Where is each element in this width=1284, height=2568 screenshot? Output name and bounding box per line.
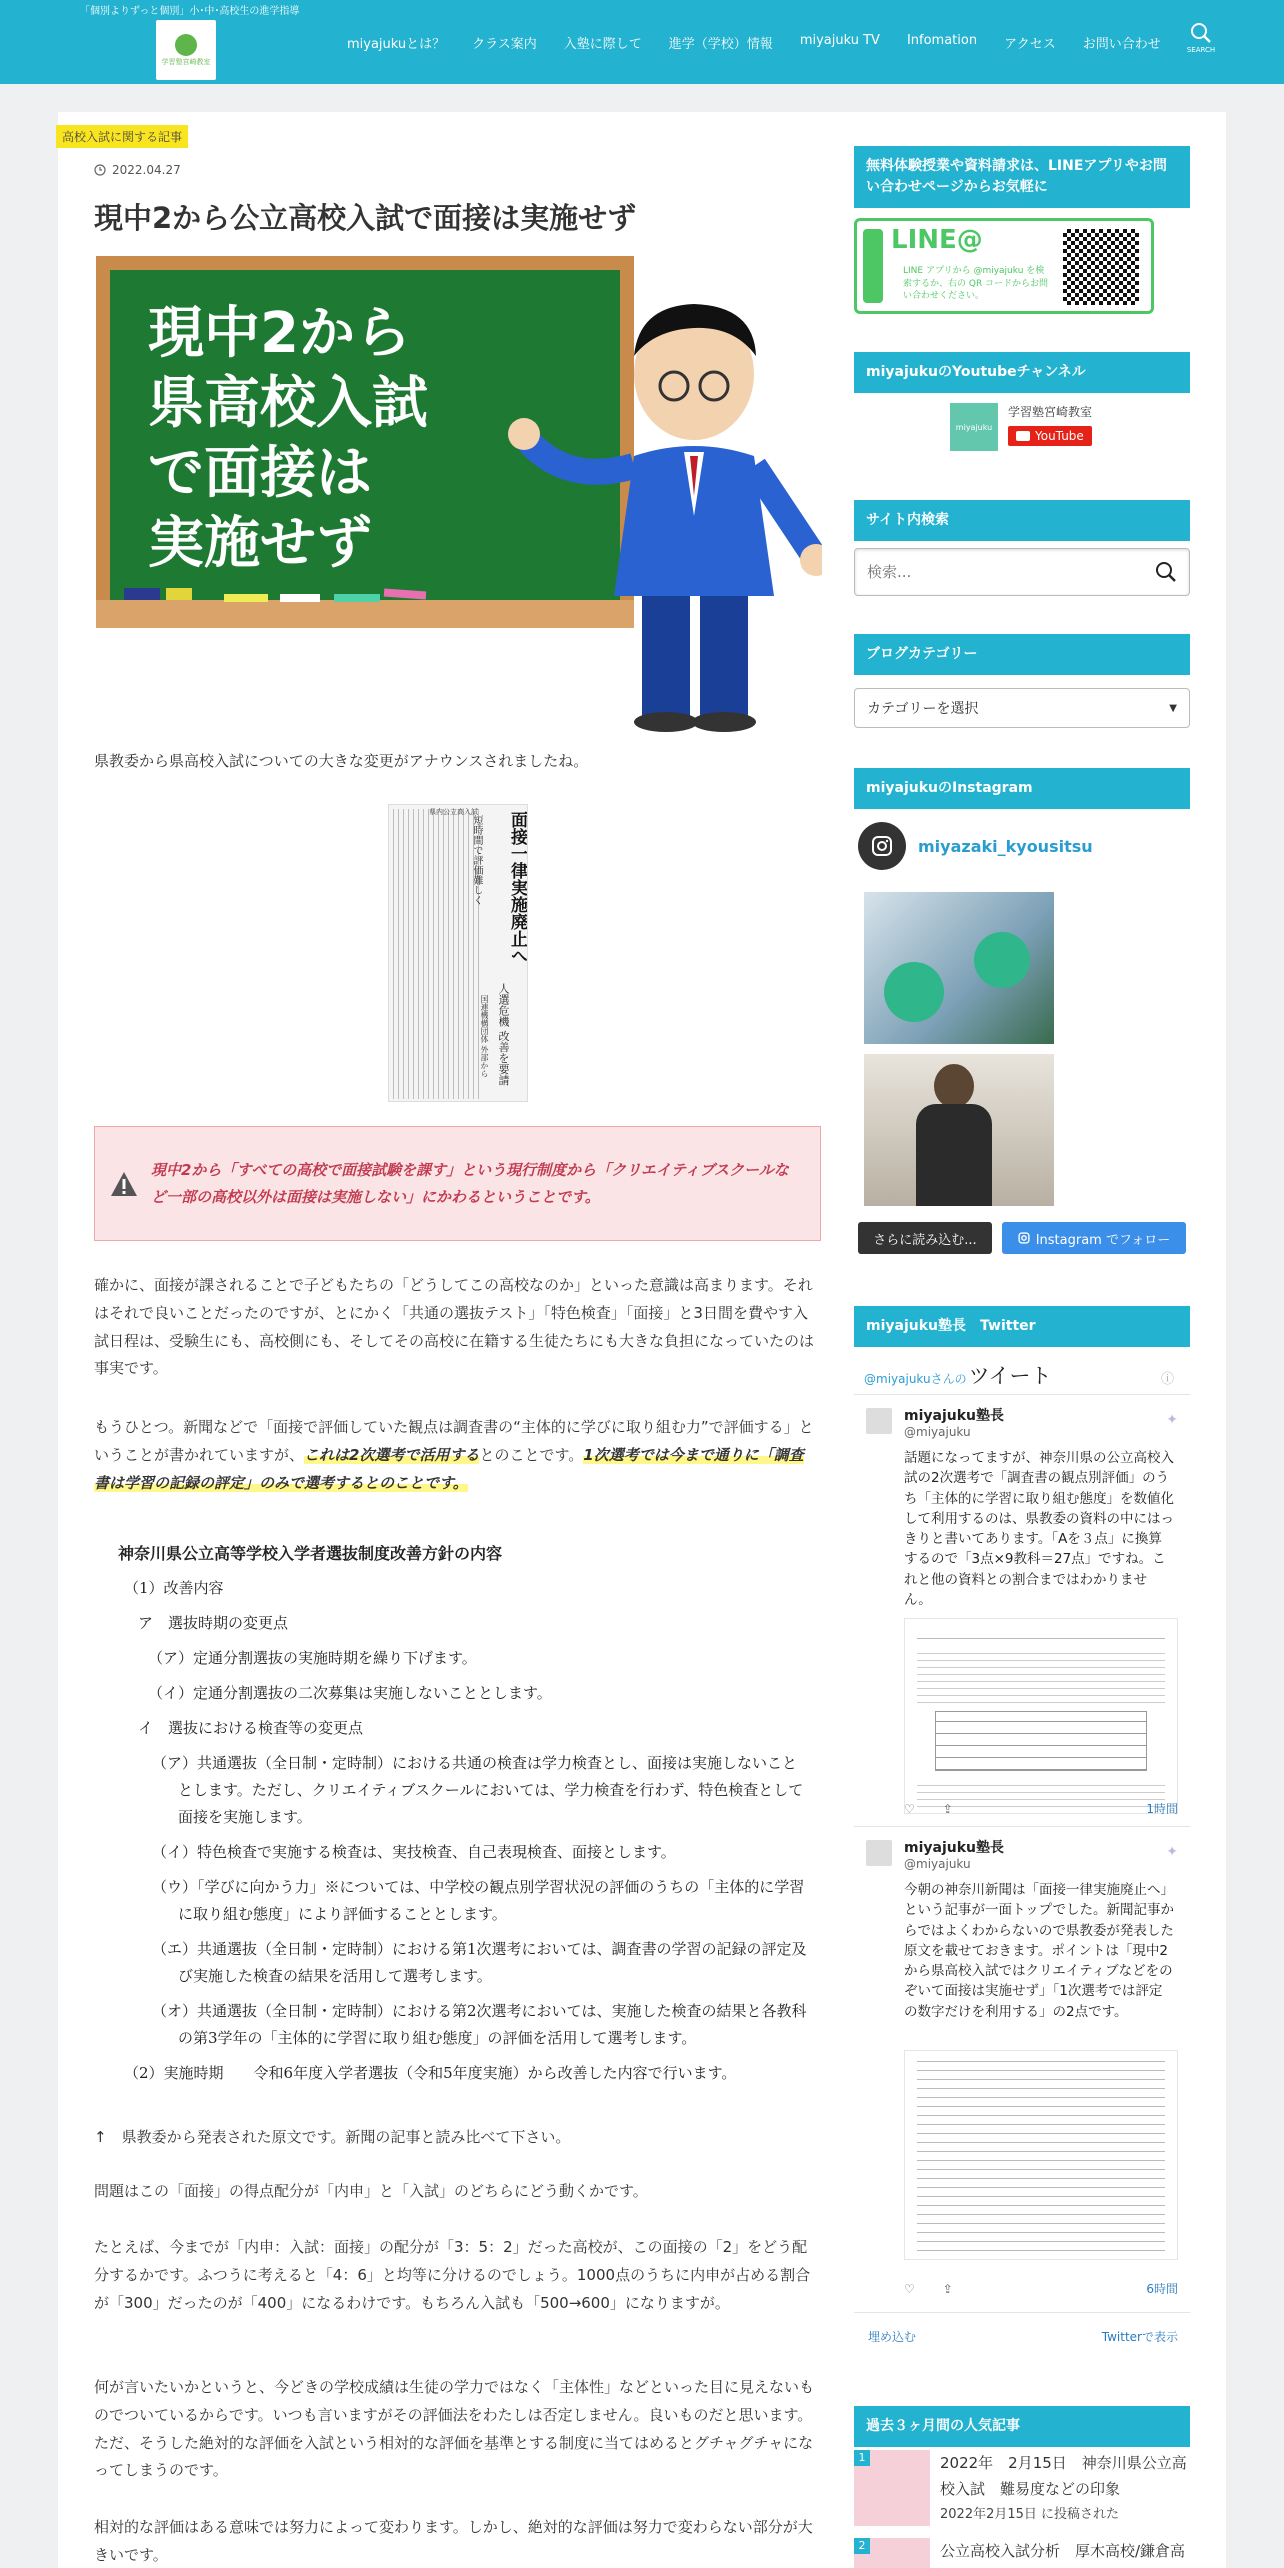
sidebar-youtube-title: miyajukuのYoutubeチャンネル [854,352,1190,393]
p2-text-b: とのことです。 [479,1445,584,1464]
newspaper-clip-image [388,804,528,1102]
eyecatch-line-3: で面接は [148,441,372,506]
doc-item-b: イ 選抜における検査等の変更点 [138,1718,364,1737]
category-select-value: カテゴリーを選択 [867,701,979,717]
instagram-follow-label: Instagram でフォロー [1035,1232,1171,1248]
tweet-time[interactable]: 6時間 [1146,2282,1178,2296]
doc-section-2: （2）実施時期 令和6年度入学者選抜（令和5年度実施）から改善した内容で行います。 [124,2063,737,2082]
like-icon[interactable]: ♡ [904,1801,915,1816]
youtube-subscribe-button[interactable] [1008,426,1092,446]
doc-item-b1: （ア）共通選抜（全日制・定時制）における共通の検査は学力検査とし、面接は実施しないこととします。ただし、クリエイティブスクールにおいては、学力検査を行わず、特色検査として面接を実施します。 [152,1753,804,1826]
doc-section-1: （1）改善内容 [124,1578,224,1597]
post-date [94,163,181,177]
clip-sub2: 人選危機 改善を要請 [497,983,510,1086]
doc-item-b2: （イ）特色検査で実施する検査は、実技検査、自己表現検査、面接とします。 [152,1842,676,1861]
tweet-author-name: miyajuku塾長 [904,1840,1005,1856]
tweet-author-handle: @miyajuku [904,1424,971,1439]
warning-text: 現中2から「すべての高校で面接試験を課す」という現行制度から「クリエイティブスクールなど一部の高校以外は面接は実施しない」にかわるということです。 [151,1160,789,1206]
instagram-load-more-button[interactable]: さらに読み込む... [858,1222,992,1254]
tweet-author[interactable] [866,1840,1004,1871]
post-title: 現中2から公立高校入試で面接は実施せず [94,201,637,235]
twitter-bird-icon[interactable]: ✦ [1166,1844,1178,1860]
tweet-author-name: miyajuku塾長 [904,1408,1005,1424]
twitter-embed-link[interactable]: 埋め込む [868,2330,917,2344]
instagram-follow-button[interactable] [1002,1222,1186,1254]
sidebar-search-input[interactable] [867,563,1155,581]
divider [854,1826,1190,1827]
search-label: SEARCH [1186,46,1216,54]
warning-icon [109,1170,139,1198]
youtube-button-label: YouTube [1035,429,1084,443]
twitter-tweets-label: ツイート [968,1364,1052,1388]
paragraph-1: 確かに、面接が課されることで子どもたちの「どうしてこの高校なのか」といった意識は高まります。それはそれで良いことだったのですが、とにかく「共通の選抜テスト」「特色検査」「面接」と3日間を費やす入試日程は、受験生にも、高校側にも、そしてその高校に在籍する生徒たちにも大きな負担になっていたのは事実です。 [94,1276,815,1378]
paragraph-7: 相対的な評価はある意味では努力によって変わります。しかし、絶対的な評価は努力で変わらない部分が大きいです。 [94,2518,813,2564]
caret-down-icon: ▼ [1169,702,1177,714]
doc-heading: 神奈川県公立高等学校入学者選抜制度改善方針の内容 [118,1544,503,1563]
logo-tree-icon [175,34,197,56]
instagram-icon [871,835,893,857]
clip-sub3: 国連機構団体 外部から [480,995,489,1078]
tweet-image[interactable] [904,1618,1178,1814]
avatar [866,1408,892,1434]
eyecatch-line-4: 実施せず [148,511,372,576]
like-icon[interactable]: ♡ [904,2281,915,2296]
twitter-view-link[interactable]: Twitterで表示 [1101,2330,1178,2344]
popular-post-title[interactable]: 2022年 2月15日 神奈川県公立高校入試 難易度などの印象 [940,2454,1187,2499]
clip-headline: 面接一律実施廃止へ [507,811,527,964]
p2-text-a: もうひとつ。新聞などで「面接で評価していた観点は調査書の“主体的に学びに取り組む力”で評価する」ということが書かれていますが、 [94,1418,814,1464]
clock-icon [94,164,106,176]
popular-rank-badge: 2 [854,2538,870,2554]
logo-text: 学習塾宮崎教室 [161,57,211,66]
sidebar-category-title: ブログカテゴリー [854,634,1190,675]
youtube-widget [950,403,1092,451]
warning-box [94,1126,821,1241]
line-banner[interactable] [854,218,1154,314]
doc-item-a2: （イ）定通分割選抜の二次募集は実施しないこととします。 [148,1683,552,1702]
p2-highlight-2: 1次選考では今まで通りに「調査書は学習の記録の評定」のみで選考するとのことです。 [94,1445,804,1492]
sidebar-search-title: サイト内検索 [854,500,1190,541]
tweet-image[interactable] [904,2050,1178,2260]
instagram-username: miyazaki_kyousitsu [918,836,1093,856]
share-icon[interactable]: ⇪ [942,2281,953,2296]
divider [854,1394,1190,1395]
eyecatch-line-1: 現中2から [148,301,411,366]
doc-item-a: ア 選抜時期の変更点 [138,1613,289,1632]
paragraph-4: 問題はこの「面接」の得点配分が「内申」と「入試」のどちらにどう動くかです。 [94,2182,648,2200]
qr-code-icon [1063,229,1139,305]
p2-highlight-1: これは2次選考で活用する [304,1445,480,1464]
sidebar-popular-title: 過去３ヶ月間の人気記事 [854,2406,1190,2447]
clip-col-label: 県内公立高入試 [429,808,478,816]
twitter-timeline-header [864,1360,1174,1390]
line-logo: LINE@ [891,225,983,255]
nav-item-contact[interactable]: お問い合わせ [1082,37,1161,52]
clip-sub: 短時間で評価難しく [471,815,482,905]
post-date-text: 2022.04.27 [112,163,181,177]
sidebar-instagram-title: miyajukuのInstagram [854,768,1190,809]
category-select[interactable] [854,688,1190,728]
policy-document [118,1540,808,2087]
eyecatch-image [94,256,822,736]
popular-post-thumbnail [854,2538,930,2568]
phone-icon [863,229,883,303]
popular-post-item[interactable] [854,2538,1190,2568]
instagram-profile[interactable] [858,822,1093,870]
doc-item-b5: （オ）共通選抜（全日制・定時制）における第2次選考においては、実施した検査の結果と各教科の第3学年の「主体的に学習に取り組む態度」の評価を活用して選考します。 [152,2001,807,2047]
twitter-bird-icon[interactable]: ✦ [1166,1412,1178,1428]
nav-item-info[interactable]: Infomation [906,33,978,48]
intro-text: 県教委から県高校入試についての大きな変更がアナウンスされましたね。 [94,752,589,770]
nav-item-enroll[interactable]: 入塾に際して [563,37,642,52]
tweet-text: 話題になってますが、神奈川県の公立高校入試の2次選考で「調査書の観点別評価」のうち「主体的に学習に取り組む態度」を数値化して利用するのは、県教委の資料の中にはっきりと書いてあります。「Aを３点」に換算するので「3点×9教科＝27点」ですね。これと他の資料との割合まではわかりません。 [904,1450,1174,1608]
instagram-photo-1[interactable] [864,892,1054,1044]
tweet [854,1408,1190,1828]
tweet-actions [904,2280,1178,2297]
tweet-actions [904,1800,1178,1817]
category-badge[interactable]: 高校入試に関する記事 [56,125,188,148]
paragraph-3: ↑ 県教委から発表された原文です。新聞の記事と読み比べて下さい。 [94,2128,571,2146]
twitter-by-user[interactable]: @miyajukuさんの [864,1372,967,1386]
popular-post-item[interactable] [854,2450,1190,2526]
doc-item-b3: （ウ）「学びに向かう力」※については、中学校の観点別学習状況の評価のうちの「主体的に学習に取り組む態度」により評価することとします。 [152,1877,805,1923]
search-icon [1190,22,1212,44]
nav-item-school-info[interactable]: 進学（学校）情報 [668,37,773,52]
youtube-play-icon [1016,431,1030,441]
nav-item-access[interactable]: アクセス [1004,37,1056,52]
nav-item-class[interactable]: クラス案内 [472,37,537,52]
search-icon[interactable] [1155,561,1177,583]
popular-post-thumbnail [854,2450,930,2526]
nav-item-about[interactable]: miyajukuとは？ [347,37,446,52]
line-desc: LINE アプリから @miyajuku を検索するか、右の QR コードからお問い合わせください。 [903,266,1049,302]
tweet [854,1840,1190,2310]
sidebar-line-title: 無料体験授業や資料請求は、LINEアプリやお問い合わせページからお気軽に [854,146,1190,208]
sidebar-search [854,548,1190,596]
twitter-footer-links [868,2328,1178,2345]
instagram-icon [1018,1232,1030,1244]
tweet-author[interactable] [866,1408,1004,1439]
site-logo[interactable] [156,20,216,80]
header-search-button[interactable] [1186,22,1216,54]
share-icon[interactable]: ⇪ [942,1801,953,1816]
paragraph-5: たとえば、今までが「内申：入試：面接」の配分が「3：5：2」だった高校が、この面接の「2」をどう配分するかです。ふつうに考えると「4：6」と均等に分けるのでしょう。1000点のうちに内申が占める割合が「300」だったのが「400」になるわけです。もちろん入試も「500→600」になりますが。 [94,2238,811,2312]
popular-rank-badge: 1 [854,2450,870,2466]
site-tagline: 「個別よりずっと個別」小･中･高校生の進学指導 [80,6,300,17]
tweet-author-handle: @miyajuku [904,1856,971,1871]
info-icon[interactable]: ⓘ [1160,1372,1174,1387]
instagram-avatar [858,822,906,870]
instagram-photo-2[interactable] [864,1054,1054,1206]
doc-item-a1: （ア）定通分割選抜の実施時期を繰り下げます。 [148,1648,477,1667]
sidebar-twitter-title: miyajuku塾長 Twitter [854,1306,1190,1347]
doc-item-b4: （エ）共通選抜（全日制・定時制）における第1次選考においては、調査書の学習の記録の評定及び実施した検査の結果を活用して選考します。 [152,1939,807,1985]
youtube-channel-avatar[interactable]: miyajuku [950,403,998,451]
popular-post-date: 2022年2月15日 に投稿された [940,2506,1120,2522]
divider [854,2312,1190,2313]
youtube-channel-name: 学習塾宮崎教室 [1008,405,1093,419]
site-header [0,0,1284,84]
paragraph-6: 何が言いたいかというと、今どきの学校成績は生徒の学力ではなく「主体性」などといった目に見えないものでついているからです。いつも言いますがその評価法をわたしは否定しません。良いものだと思います。ただ、そうした絶対的な評価を入試という相対的な評価を基準とする制度に当てはめるとグチャグチャになってしまうのです。 [94,2378,815,2480]
tweet-text: 今朝の神奈川新聞は「面接一律実施廃止へ」という記事が一面トップでした。新聞記事からではよくわからないので県教委が発表した原文を載せておきます。ポイントは「現中2から県高校入試ではクリエイティブなどをのぞいて面接は実施せず」「1次選考では評定の数字だけを利用する」の2点です。 [904,1882,1174,2020]
popular-post-title[interactable]: 公立高校入試分析 厚木高校/鎌倉高 [940,2542,1186,2560]
avatar [866,1840,892,1866]
eyecatch-line-2: 県高校入試 [148,371,428,436]
global-nav [347,33,1188,52]
tweet-time[interactable]: 1時間 [1146,1802,1178,1816]
nav-item-tv[interactable]: miyajuku TV [799,33,880,48]
paragraph-2 [94,1414,814,1497]
